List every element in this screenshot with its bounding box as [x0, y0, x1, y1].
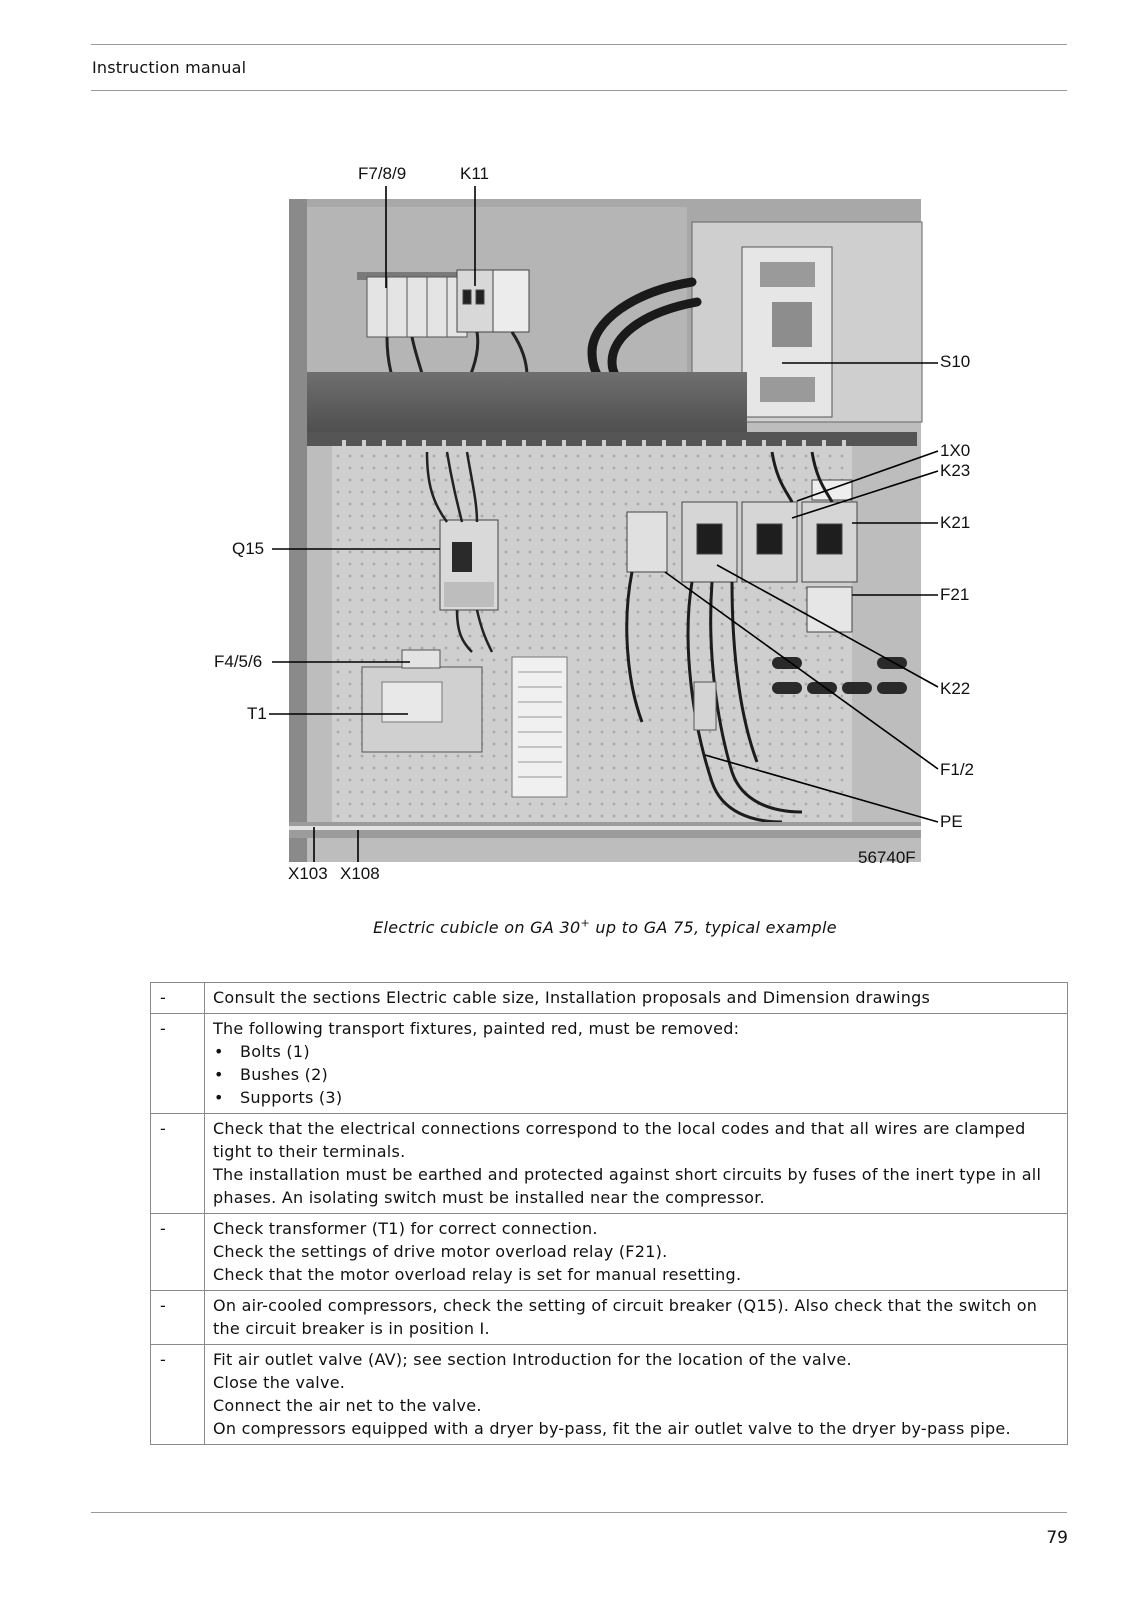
footer-rule — [91, 1512, 1067, 1513]
label-k22: K22 — [940, 679, 971, 698]
step-text: Consult the sections Electric cable size, Installation proposals and Dimension drawings — [213, 988, 931, 1007]
label-q15: Q15 — [232, 539, 265, 558]
document-header: Instruction manual — [92, 58, 247, 77]
installation-steps-table — [150, 982, 1068, 1445]
step-marker: - — [151, 1114, 205, 1214]
step-row — [151, 1345, 1068, 1445]
label-x108: X108 — [340, 864, 380, 883]
step-content — [205, 1291, 1068, 1345]
step-row — [151, 1114, 1068, 1214]
step-text: Fit air outlet valve (AV); see section Introduction for the location of the valve. — [213, 1350, 852, 1369]
step-text: On compressors equipped with a dryer by-pass, fit the air outlet valve to the dryer by-pass pipe. — [213, 1419, 1011, 1438]
step-marker: - — [151, 1214, 205, 1291]
caption-text-end: up to GA 75, typical example — [590, 918, 837, 937]
step-row — [151, 1291, 1068, 1345]
step-marker: - — [151, 983, 205, 1014]
label-x103: X103 — [288, 864, 328, 883]
step-bullet-item: • Bushes (2) — [213, 1063, 1059, 1086]
step-text: Check that the electrical connections correspond to the local codes and that all wires are clamped tight to their terminals. — [213, 1119, 1026, 1161]
step-marker: - — [151, 1291, 205, 1345]
label-pe: PE — [940, 812, 963, 831]
label-s10: S10 — [940, 352, 971, 371]
step-content — [205, 1114, 1068, 1214]
step-content — [205, 1014, 1068, 1114]
step-text: Close the valve. — [213, 1373, 346, 1392]
step-text: Connect the air net to the valve. — [213, 1396, 482, 1415]
step-text: The installation must be earthed and protected against short circuits by fuses of the inert type in all phases. An isolating switch must be installed near the compressor. — [213, 1165, 1042, 1207]
label-k11: K11 — [460, 164, 489, 183]
cubicle-photo — [212, 162, 998, 906]
caption-superscript: + — [580, 916, 590, 930]
label-k23: K23 — [940, 461, 971, 480]
step-content — [205, 1214, 1068, 1291]
step-bullet-item: • Supports (3) — [213, 1086, 1059, 1109]
step-text: On air-cooled compressors, check the setting of circuit breaker (Q15). Also check that the switch on the circuit breaker is in position I. — [213, 1296, 1038, 1338]
caption-text: Electric cubicle on GA 30 — [373, 918, 581, 937]
step-text: The following transport fixtures, painted red, must be removed: — [213, 1019, 740, 1038]
step-marker: - — [151, 1345, 205, 1445]
page-number: 79 — [1046, 1528, 1068, 1548]
figure-code: 56740F — [858, 848, 916, 867]
step-marker: - — [151, 1014, 205, 1114]
step-content — [205, 983, 1068, 1014]
label-1x0: 1X0 — [940, 441, 971, 460]
step-text: Check transformer (T1) for correct connection. — [213, 1219, 598, 1238]
step-row — [151, 983, 1068, 1014]
figure-caption — [212, 918, 998, 937]
step-row — [151, 1214, 1068, 1291]
label-f7-8-9: F7/8/9 — [358, 164, 407, 183]
header-rule-top — [91, 44, 1067, 45]
electric-cubicle-figure — [212, 162, 998, 906]
label-f1-2: F1/2 — [940, 760, 975, 779]
step-row — [151, 1014, 1068, 1114]
step-text: Check the settings of drive motor overload relay (F21). — [213, 1242, 668, 1261]
step-content — [205, 1345, 1068, 1445]
header-rule-bottom — [91, 90, 1067, 91]
step-bullet-item: • Bolts (1) — [213, 1040, 1059, 1063]
step-text: Check that the motor overload relay is set for manual resetting. — [213, 1265, 742, 1284]
label-k21: K21 — [940, 513, 971, 532]
label-f21: F21 — [940, 585, 970, 604]
label-f4-5-6: F4/5/6 — [214, 652, 263, 671]
label-t1: T1 — [247, 704, 267, 723]
